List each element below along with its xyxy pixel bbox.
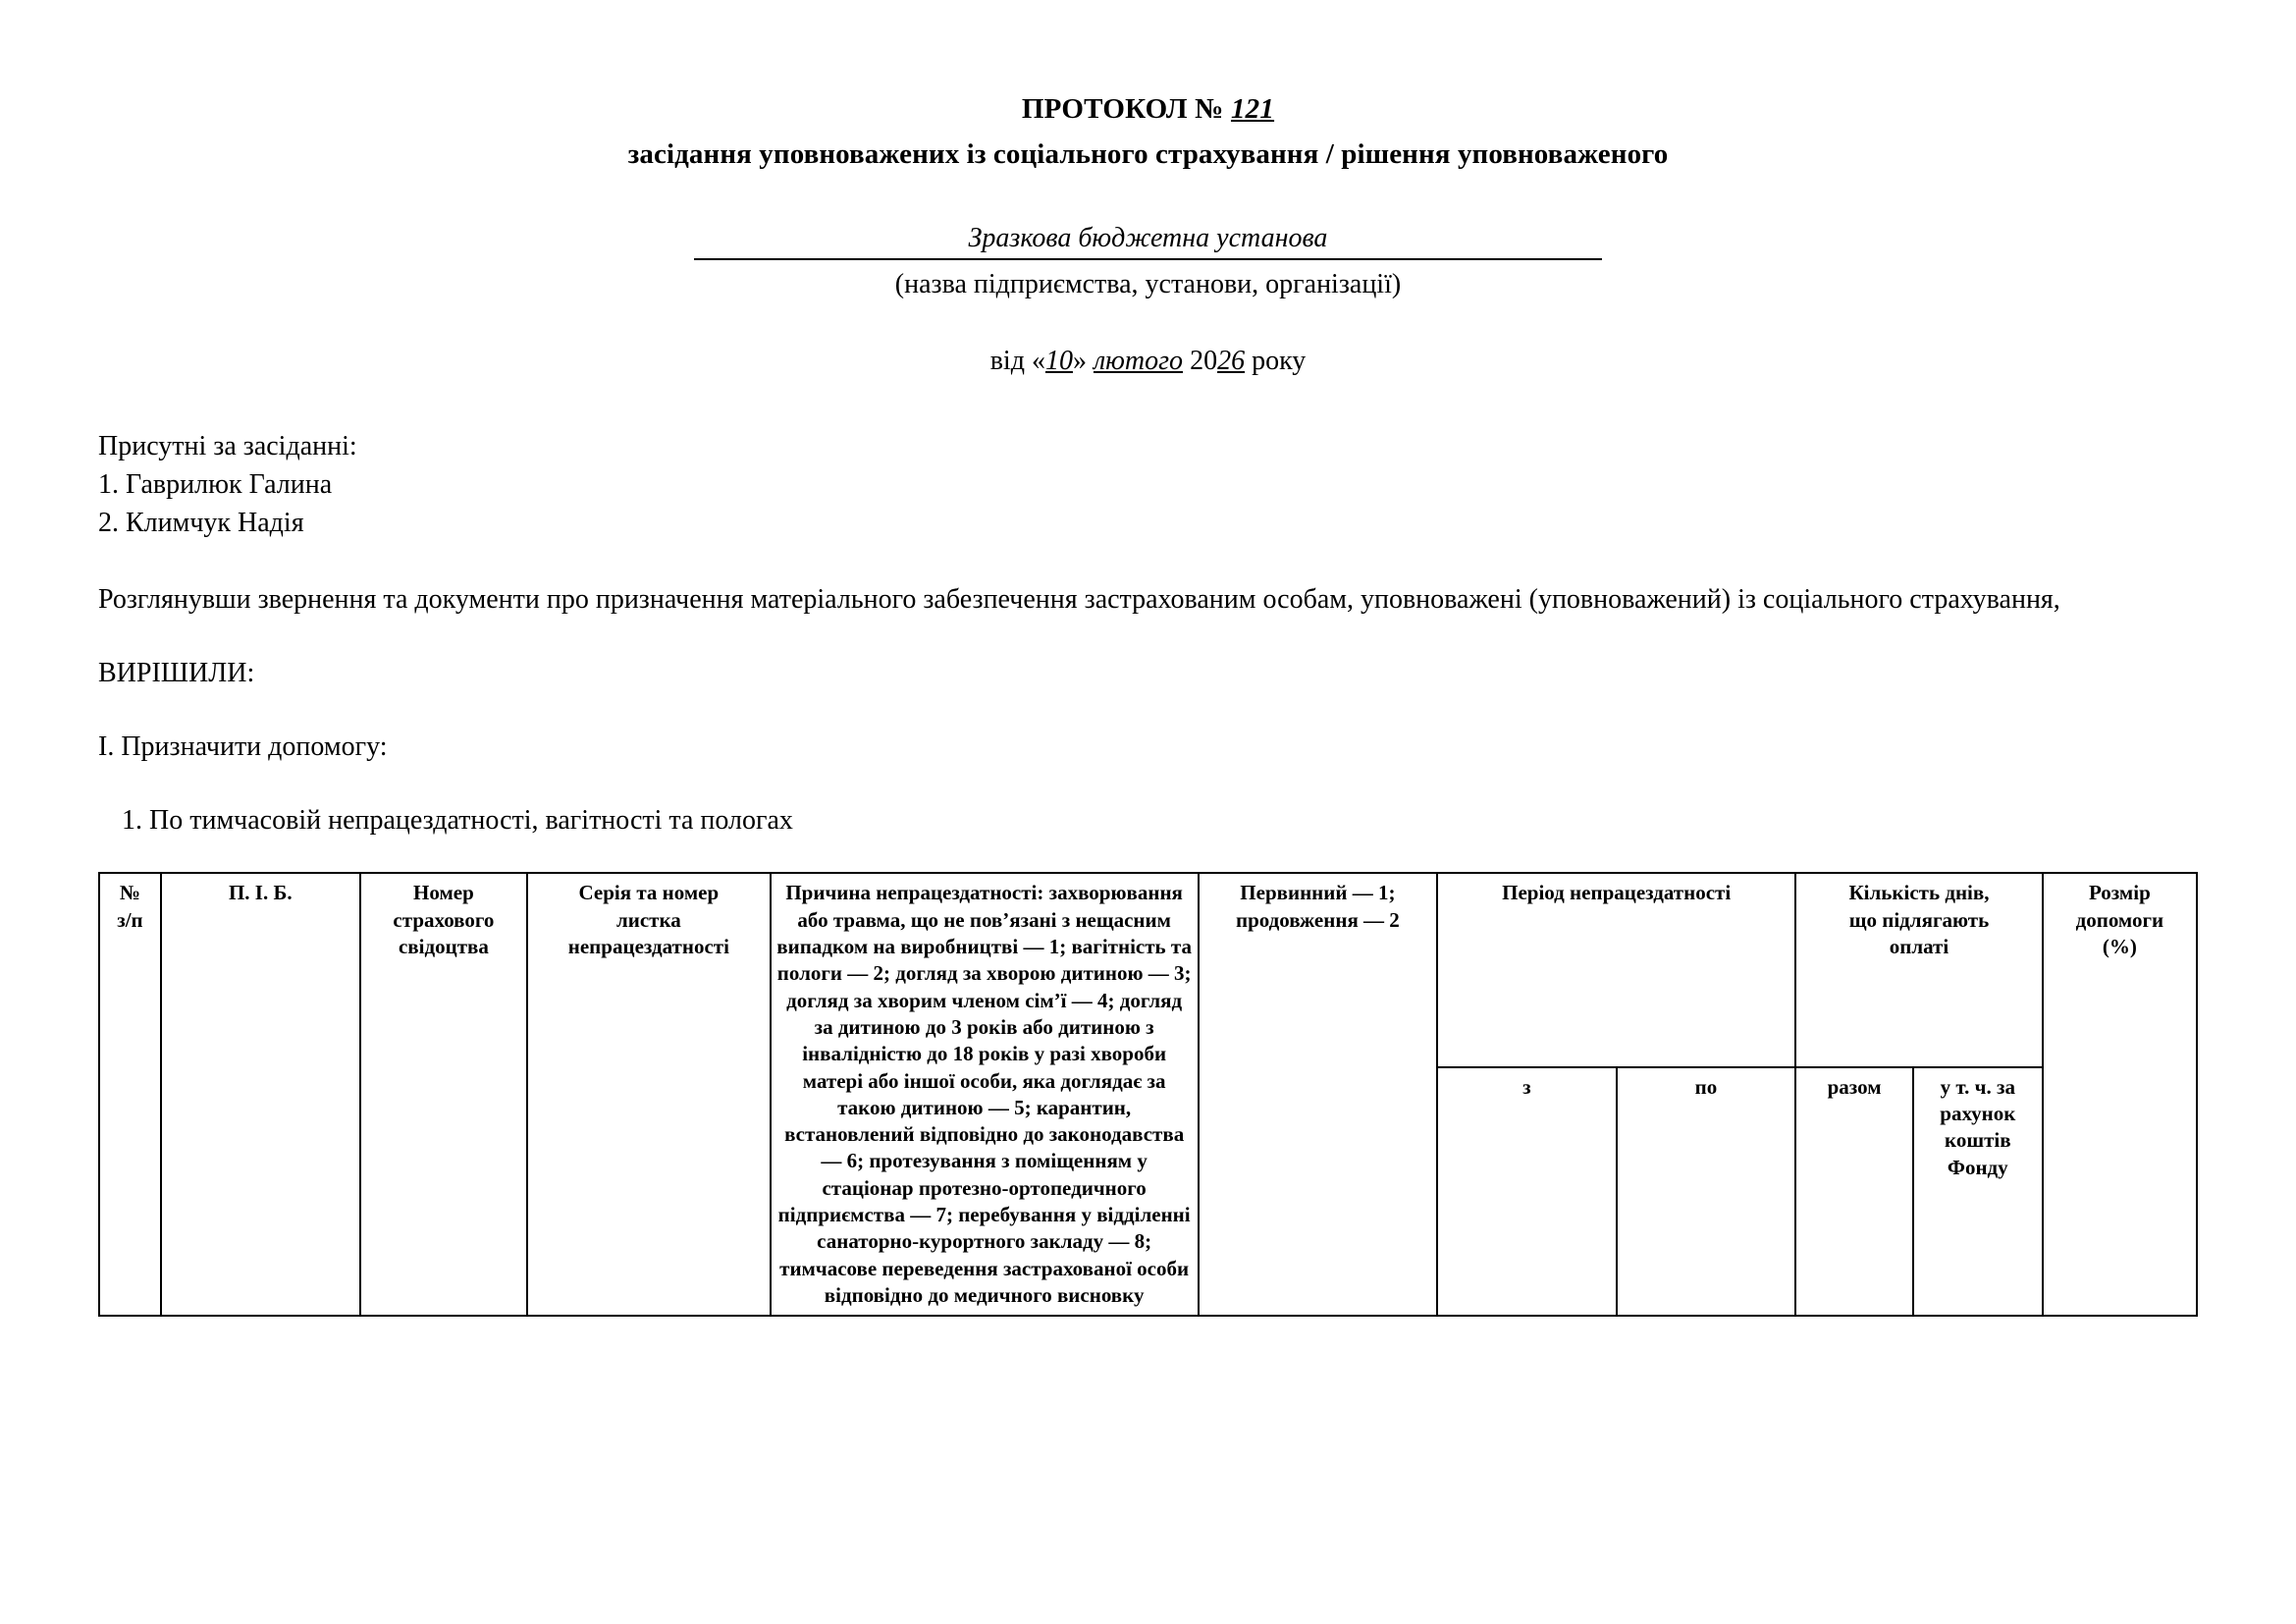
header-primary-continuation xyxy=(1199,873,1437,1316)
header-days-payable-line1: Кількість днів, xyxy=(1848,881,1990,905)
document-subtitle: засідання уповноважених із соціального страхування / рішення уповноваженого xyxy=(627,138,1669,170)
date-year-prefix: 20 xyxy=(1183,345,1218,376)
attendees-title: Присутні за засіданні: xyxy=(98,430,357,461)
header-days-fund-line2: рахунок xyxy=(1940,1102,2016,1126)
attendee-item: 1. Гаврилюк Галина xyxy=(98,469,333,501)
organization-name: Зразкова бюджетна установа xyxy=(694,224,1602,260)
header-full-name: П. І. Б. xyxy=(161,873,360,1316)
header-sick-sheet-series-line3: непрацездатності xyxy=(567,935,729,959)
organization-block xyxy=(98,224,2198,300)
point-heading: 1. По тимчасовій непрацездатності, вагітності та пологах xyxy=(122,805,793,837)
header-row-number-line2: з/п xyxy=(117,907,143,932)
date-day: 10 xyxy=(1044,345,1073,376)
header-period-to: по xyxy=(1617,1067,1796,1316)
header-benefit-amount-line3: (%) xyxy=(2102,935,2137,959)
page-title xyxy=(98,93,2198,126)
document-date xyxy=(98,346,2198,377)
header-benefit-amount-line2: допомоги xyxy=(2075,907,2164,932)
date-prefix: від « xyxy=(989,345,1045,376)
header-days-fund xyxy=(1913,1067,2043,1316)
header-days-payable xyxy=(1795,873,2043,1066)
header-primary-continuation-line2: продовження — 2 xyxy=(1235,907,1400,932)
header-insurance-certificate xyxy=(360,873,527,1316)
header-benefit-amount-line1: Розмір xyxy=(2088,881,2151,905)
protocol-number: 121 xyxy=(1230,93,1275,125)
header-row-number xyxy=(99,873,161,1316)
date-suffix: року xyxy=(1245,345,1307,376)
header-days-fund-line4: Фонду xyxy=(1947,1155,2008,1179)
section-heading: I. Призначити допомогу: xyxy=(98,731,388,762)
title-prefix: ПРОТОКОЛ № xyxy=(1021,93,1231,125)
benefits-table xyxy=(98,872,2198,1317)
header-insurance-certificate-line3: свідоцтва xyxy=(398,935,489,959)
header-days-payable-line2: що підлягають xyxy=(1848,907,1990,932)
header-incapacity-period: Період непрацездатності xyxy=(1437,873,1795,1066)
header-days-total: разом xyxy=(1795,1067,1913,1316)
header-period-from: з xyxy=(1437,1067,1617,1316)
header-row-number-line1: № xyxy=(119,881,140,905)
decided-heading: ВИРІШИЛИ: xyxy=(98,657,255,688)
header-benefit-amount xyxy=(2043,873,2197,1316)
date-mid: » xyxy=(1072,345,1094,376)
header-sick-sheet-series xyxy=(527,873,770,1316)
attendee-item: 2. Климчук Надія xyxy=(98,508,304,539)
header-insurance-certificate-line2: страхового xyxy=(393,907,495,932)
header-days-fund-line1: у т. ч. за xyxy=(1940,1074,2015,1099)
header-insurance-certificate-line1: Номер xyxy=(413,881,474,905)
header-incapacity-cause: Причина непрацездатності: захворювання або травма, що не пов’язані з нещасним випадком на виробництві — 1; вагітність та пологи — 2; догляд за хворою дитиною — 3; догляд за хворим членом сім’ї — 4; догляд за дитиною до 3 років або дитиною з інвалідністю до 18 років у разі хвороби матері або іншої особи, яка доглядає за такою дитиною — 5; карантин, встановлений відповідно до законодавства — 6; протезування з поміщенням у стаціонар протезно-ортопедичного підприємства — 7; перебування у відділенні санаторно-курортного закладу — 8; тимчасове переведення застрахованої особи відповідно до медичного висновку xyxy=(771,873,1199,1316)
header-sick-sheet-series-line2: листка xyxy=(615,907,681,932)
header-days-payable-line3: оплаті xyxy=(1889,935,1949,959)
document-title-block xyxy=(98,93,2198,171)
header-days-fund-line3: коштів xyxy=(1945,1128,2011,1153)
header-sick-sheet-series-line1: Серія та номер xyxy=(578,881,720,905)
consideration-paragraph: Розглянувши звернення та документи про призначення матеріального забезпечення застрахованим особам, уповноважені (уповноважений) із соціального страхування, xyxy=(98,583,2060,615)
table-header-row xyxy=(99,873,2197,1066)
date-year-suffix: 26 xyxy=(1217,345,1246,376)
organization-caption: (назва підприємства, установи, організації) xyxy=(894,268,1402,299)
date-month: лютого xyxy=(1093,345,1184,376)
header-primary-continuation-line1: Первинний — 1; xyxy=(1240,881,1396,905)
